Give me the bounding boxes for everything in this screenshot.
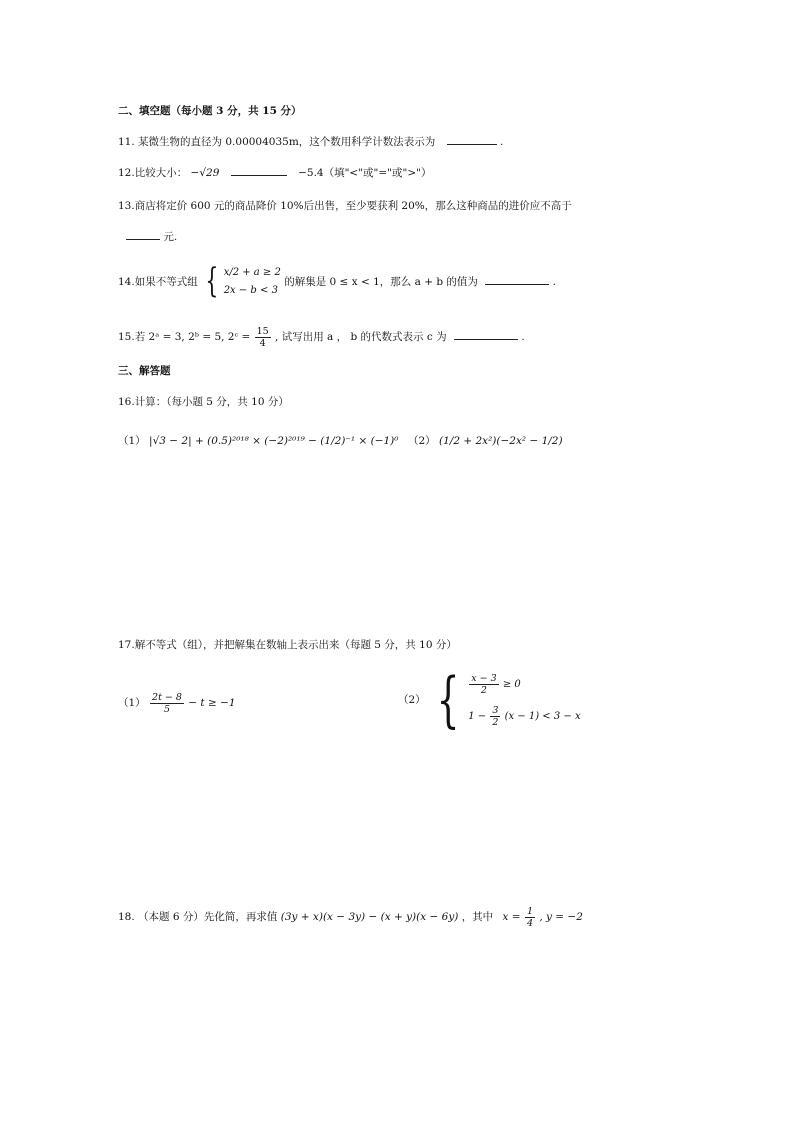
system-17-row-1-rest: ≥ 0 [502, 678, 521, 690]
system-14-row-2: 2x − b < 3 [223, 285, 278, 296]
question-12-after: −5.4（填"<"或"="或">"） [298, 167, 432, 179]
fraction-numerator: 1 [526, 905, 533, 917]
fraction-numerator: x − 3 [471, 672, 497, 684]
answer-blank-12[interactable] [231, 166, 287, 176]
question-13-line-2 [126, 230, 177, 244]
question-14-prefix: 14.如果不等式组 [118, 276, 198, 288]
brace-icon: { [205, 261, 219, 301]
part-label: （2） [408, 435, 436, 447]
fraction-15-4 [255, 326, 271, 349]
question-17-part-2 [398, 665, 581, 735]
system-14-row-1: x/2 + a ≥ 2 [223, 267, 281, 278]
question-18-cond-post: , y = −2 [539, 911, 583, 923]
question-18-expr: (3y + x)(x − 3y) − (x + y)(x − 6y) [280, 911, 459, 923]
question-18 [118, 902, 583, 932]
answer-blank-15[interactable] [454, 330, 518, 340]
question-17-part-1 [118, 688, 236, 718]
question-11-end: . [499, 136, 504, 148]
answer-blank-14[interactable] [485, 275, 549, 285]
question-18-where: ，其中 [461, 911, 494, 923]
question-15-prefix: 15.若 2ᵃ = 3, 2ᵇ = 5, 2ᶜ = [118, 331, 251, 343]
system-17-row-1 [468, 673, 580, 696]
fraction-numerator: 15 [256, 325, 269, 337]
section-heading-solve: 三、解答题 [118, 365, 171, 377]
fraction-17-1 [150, 692, 184, 715]
question-12-text: 12.比较大小： [118, 167, 188, 179]
question-16-part-1 [118, 430, 398, 452]
system-17-row-2 [468, 705, 580, 728]
system-17-row-2-pre: 1 − [468, 710, 487, 722]
section-heading-fill-in: 二、填空题（每小题 3 分，共 15 分） [118, 105, 302, 117]
question-14-end: . [552, 276, 556, 288]
fraction-3-2 [490, 705, 500, 728]
inequality-system-17 [429, 665, 581, 735]
question-16-part-2 [408, 430, 563, 452]
question-16-part-1-expr: |√3 − 2| + (0.5)²⁰¹⁸ × (−2)²⁰¹⁹ − (1/2)⁻¹ × (−1)⁰ [149, 435, 399, 447]
fraction-denominator: 2 [480, 684, 487, 696]
fraction-denominator: 4 [526, 917, 533, 929]
question-17-text: 17.解不等式（组），并把解集在数轴上表示出来（每题 5 分，共 10 分） [118, 639, 457, 651]
fraction-numerator: 3 [492, 704, 499, 716]
question-13-line-1: 13.商店将定价 600 元的商品降价 10%后出售，至少要获利 20%，那么这种商品的进价应不高于 [118, 200, 572, 212]
fraction-denominator: 5 [163, 703, 170, 715]
question-14 [118, 262, 556, 302]
part-label: （1） [118, 435, 146, 447]
fraction-1-4 [525, 906, 535, 929]
question-12-expr: −√29 [190, 167, 220, 179]
question-15-suffix: , 试写出用 a ， b 的代数式表示 c 为 [275, 331, 447, 343]
question-11-text: 11. 某微生物的直径为 0.00004035m，这个数用科学计数法表示为 [118, 136, 436, 148]
question-12 [118, 166, 431, 180]
answer-blank-11[interactable] [447, 135, 497, 145]
question-16-part-2-expr: (1/2 + 2x²)(−2x² − 1/2) [439, 435, 563, 447]
question-16-text: 16.计算：（每小题 5 分，共 10 分） [118, 396, 289, 408]
part-label: （2） [398, 694, 426, 706]
fraction-x-minus-3 [469, 673, 498, 696]
question-15-end: . [521, 331, 525, 343]
question-11 [118, 135, 503, 149]
fraction-denominator: 4 [259, 337, 266, 349]
system-17-row-2-rest: (x − 1) < 3 − x [504, 710, 581, 722]
question-18-cond-pre: x = [502, 911, 521, 923]
fraction-denominator: 2 [492, 716, 499, 728]
question-17-part-1-rest: − t ≥ −1 [188, 697, 236, 709]
fraction-numerator: 2t − 8 [152, 691, 182, 703]
brace-icon: { [436, 665, 460, 735]
question-13-unit: 元. [163, 231, 178, 243]
answer-blank-13[interactable] [126, 230, 160, 240]
question-18-text: 18. （本题 6 分）先化简，再求值 [118, 911, 278, 923]
inequality-system-14 [201, 261, 281, 301]
question-14-suffix: 的解集是 0 ≤ x < 1，那么 a + b 的值为 [284, 276, 478, 288]
question-15 [118, 322, 525, 352]
part-label: （1） [118, 697, 146, 709]
